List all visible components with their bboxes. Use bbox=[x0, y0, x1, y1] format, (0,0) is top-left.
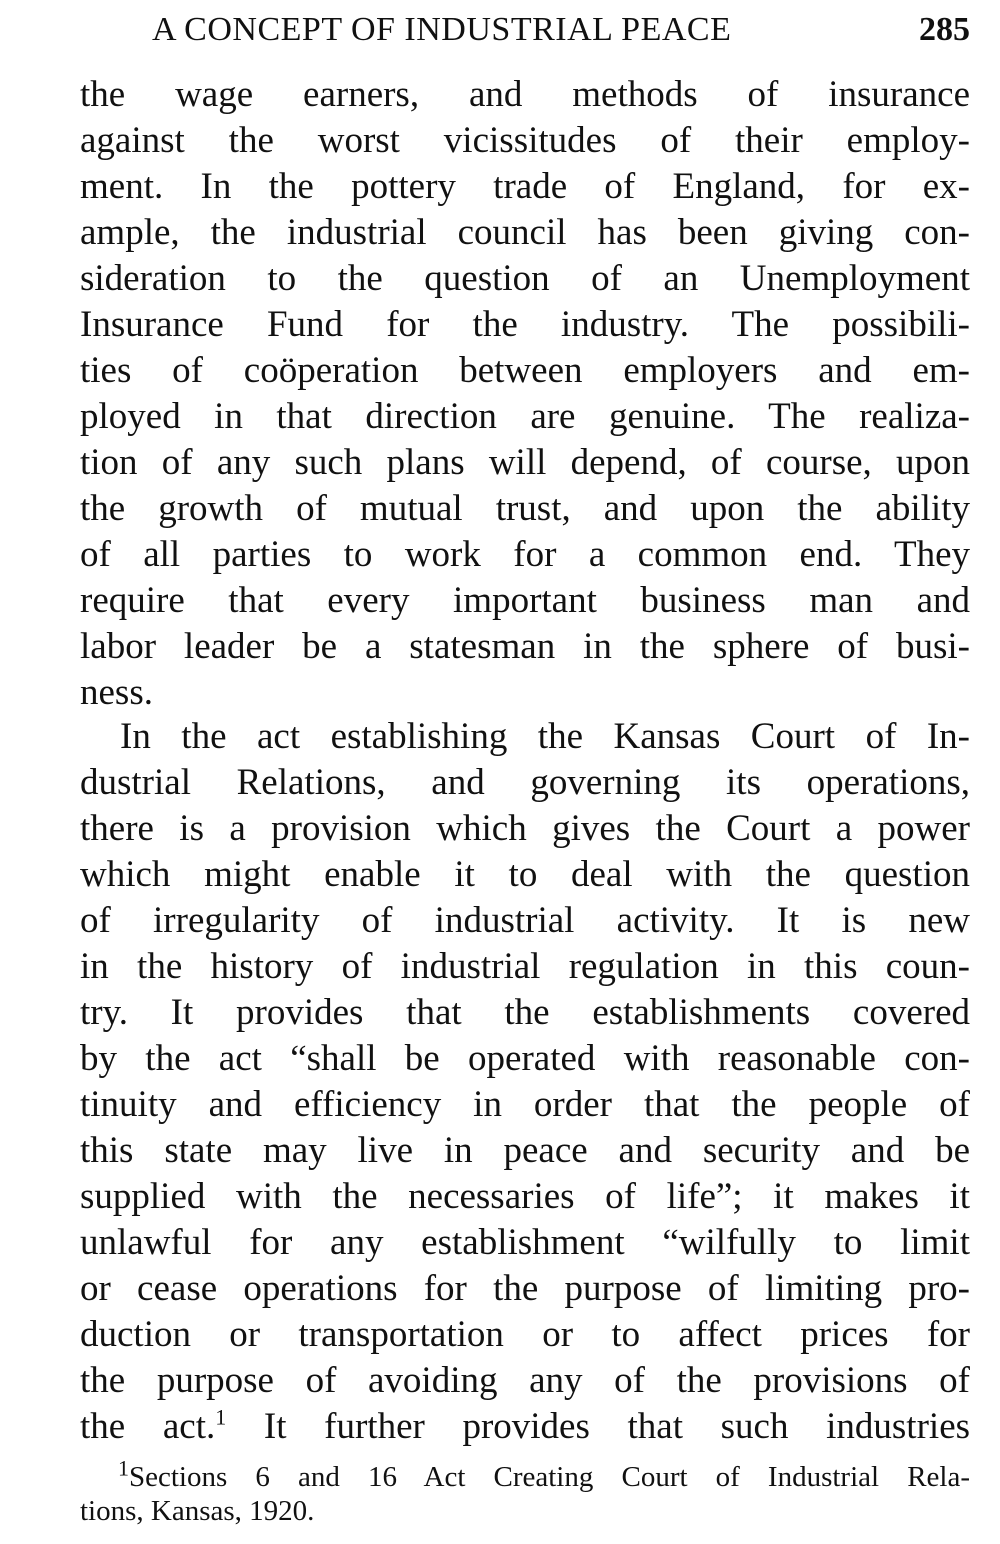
text-line: ployed in that direction are genuine. The realiza- bbox=[80, 396, 970, 437]
footnote-reference: 1 bbox=[215, 1404, 227, 1430]
text-line: duction or transportation or to affect prices for bbox=[80, 1314, 970, 1355]
book-page bbox=[80, 0, 970, 1544]
text-line: require that every important business man and bbox=[80, 580, 970, 621]
text-line: unlawful for any establishment “wilfully to limit bbox=[80, 1222, 970, 1263]
text-line: the wage earners, and methods of insurance bbox=[80, 74, 970, 115]
text-line: ment. In the pottery trade of England, for ex- bbox=[80, 166, 970, 207]
text-line: labor leader be a statesman in the sphere of busi- bbox=[80, 626, 970, 667]
text-line: supplied with the necessaries of life”; it makes it bbox=[80, 1176, 970, 1217]
text-fragment: the act. bbox=[80, 1406, 216, 1447]
footnote-line bbox=[118, 1455, 970, 1494]
text-line: of all parties to work for a common end. They bbox=[80, 534, 970, 575]
text-line: against the worst vicissitudes of their employ- bbox=[80, 120, 970, 161]
text-line: which might enable it to deal with the question bbox=[80, 854, 970, 895]
running-head bbox=[80, 8, 970, 52]
text-line: tion of any such plans will depend, of course, upon bbox=[80, 442, 970, 483]
text-line: dustrial Relations, and governing its operations, bbox=[80, 762, 970, 803]
text-line: tinuity and efficiency in order that the people of bbox=[80, 1084, 970, 1125]
text-line: there is a provision which gives the Court a power bbox=[80, 808, 970, 849]
text-line: the purpose of avoiding any of the provisions of bbox=[80, 1360, 970, 1401]
footnote-marker: 1 bbox=[118, 1455, 129, 1481]
text-line-with-footnote-ref bbox=[80, 1404, 970, 1450]
running-head-title: A CONCEPT OF INDUSTRIAL PEACE bbox=[152, 11, 732, 48]
footnote-line: tions, Kansas, 1920. bbox=[80, 1495, 315, 1527]
text-line: ample, the industrial council has been giving con- bbox=[80, 212, 970, 253]
text-line: sideration to the question of an Unemployment bbox=[80, 258, 970, 299]
text-line: of irregularity of industrial activity. It is new bbox=[80, 900, 970, 941]
text-line: Insurance Fund for the industry. The possibili- bbox=[80, 304, 970, 345]
footnote-text: Sections 6 and 16 Act Creating Court of Industrial Rela- bbox=[129, 1461, 970, 1493]
text-line: by the act “shall be operated with reasonable con- bbox=[80, 1038, 970, 1079]
text-fragment: It further provides that such industries bbox=[263, 1406, 971, 1447]
text-line: this state may live in peace and security and be bbox=[80, 1130, 970, 1171]
paragraph-first-line: In the act establishing the Kansas Court of In- bbox=[120, 716, 970, 757]
text-line: or cease operations for the purpose of limiting pro- bbox=[80, 1268, 970, 1309]
page-number: 285 bbox=[919, 11, 970, 48]
text-line: ness. bbox=[80, 672, 153, 713]
text-line: try. It provides that the establishments covered bbox=[80, 992, 970, 1033]
text-line: ties of coöperation between employers and em- bbox=[80, 350, 970, 391]
text-line: in the history of industrial regulation in this coun- bbox=[80, 946, 970, 987]
text-line: the growth of mutual trust, and upon the ability bbox=[80, 488, 970, 529]
